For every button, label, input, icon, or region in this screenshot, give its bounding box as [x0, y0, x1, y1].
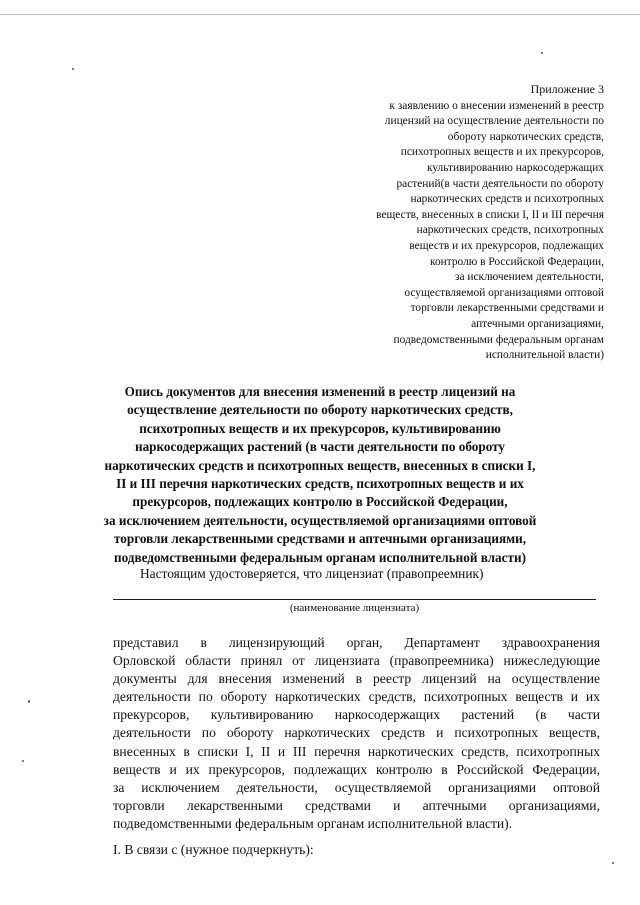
appendix-reference [304, 82, 604, 364]
heading-line: прекурсоров, подлежащих контролю в Российской Федерации, [132, 494, 508, 510]
heading-line: торговли лекарственными средствами и аптечными организациями, [113, 531, 527, 547]
appendix-line: осуществляемой организациями оптовой [404, 286, 604, 299]
appendix-line: веществ, внесенных в списки I, II и III перечня [376, 208, 604, 221]
appendix-line: растений(в части деятельности по обороту [396, 177, 604, 190]
appendix-line: к заявлению о внесении изменений в реестр [389, 99, 604, 112]
body-line: внесенных в списки I, II и III перечня наркотических средств, психотропных [113, 743, 600, 759]
body-line: за исключением деятельности, осуществляемой организациями оптовой [113, 779, 600, 795]
appendix-line: за исключением деятельности, [455, 271, 604, 284]
heading-line: осуществление деятельности по обороту наркотических средств, [127, 402, 513, 418]
scan-artifact-line [0, 14, 640, 15]
body-paragraph [113, 634, 600, 833]
section-one-heading: I. В связи с (нужное подчеркнуть): [113, 842, 314, 857]
body-line: деятельности по обороту наркотических средств и психотропных веществ, [113, 725, 600, 741]
appendix-line: аптечными организациями, [471, 317, 604, 330]
document-heading [92, 383, 548, 567]
scan-speck [541, 52, 543, 54]
body-line: прекурсоров, культивированию наркосодержащих растений (в части [113, 707, 600, 723]
heading-line: II и III перечня наркотических средств, психотропных веществ и их [116, 476, 524, 492]
heading-line: за исключением деятельности, осуществляемой организациями оптовой [103, 512, 537, 528]
body-line: подведомственными федеральным органам исполнительной власти). [113, 815, 513, 831]
body-line: веществ и их прекурсоров, подлежащих контролю в Российской Федерации, [113, 761, 600, 777]
licensee-name-caption: (наименование лицензиата) [289, 602, 420, 614]
licensee-name-blank-line [113, 599, 596, 600]
appendix-line: контролю в Российской Федерации, [430, 255, 604, 268]
heading-line: Опись документов для внесения изменений в реестр лицензий на [124, 384, 516, 399]
appendix-line: обороту наркотических средств, [447, 130, 604, 143]
scan-speck [612, 862, 614, 864]
heading-line: подведомственными федеральным органам исполнительной власти) [114, 549, 526, 565]
body-line: представил в лицензирующий орган, Департамент здравоохранения [113, 635, 600, 650]
appendix-line: наркотических средств, психотропных [416, 224, 604, 237]
body-line: Орловской области принял от лицензиата (правопреемника) нижеследующие [113, 653, 600, 669]
appendix-line: торговли лекарственными средствами и [410, 302, 604, 315]
scan-speck [22, 760, 24, 762]
scan-speck [28, 700, 30, 703]
appendix-line: наркотических средств и психотропных [410, 193, 604, 206]
body-line: деятельности по обороту наркотических средств, психотропных веществ и их [113, 689, 600, 705]
heading-line: наркотических средств и психотропных веществ, внесенных в списки I, [104, 457, 536, 473]
appendix-title: Приложение 3 [530, 82, 604, 96]
appendix-line: исполнительной власти) [485, 349, 604, 362]
appendix-line: лицензий на осуществление деятельности по [384, 115, 604, 128]
body-line: документы для внесения изменений в реестр лицензий на осуществление [113, 671, 600, 687]
heading-line: психотропных веществ и их прекурсоров, культивированию [139, 420, 501, 436]
appendix-line: культивированию наркосодержащих [426, 161, 604, 174]
appendix-line: веществ и их прекурсоров, подлежащих [409, 239, 604, 252]
heading-line: наркосодержащих растений (в части деятельности по обороту [134, 439, 506, 455]
appendix-line: подведомственными федеральным органам [393, 333, 604, 346]
certification-statement: Настоящим удостоверяется, что лицензиат (правопреемник) [140, 566, 484, 581]
appendix-line: психотропных веществ и их прекурсоров, [400, 146, 604, 159]
body-line: торговли лекарственными средствами и аптечными организациями, [113, 797, 600, 813]
scan-speck [72, 68, 74, 70]
